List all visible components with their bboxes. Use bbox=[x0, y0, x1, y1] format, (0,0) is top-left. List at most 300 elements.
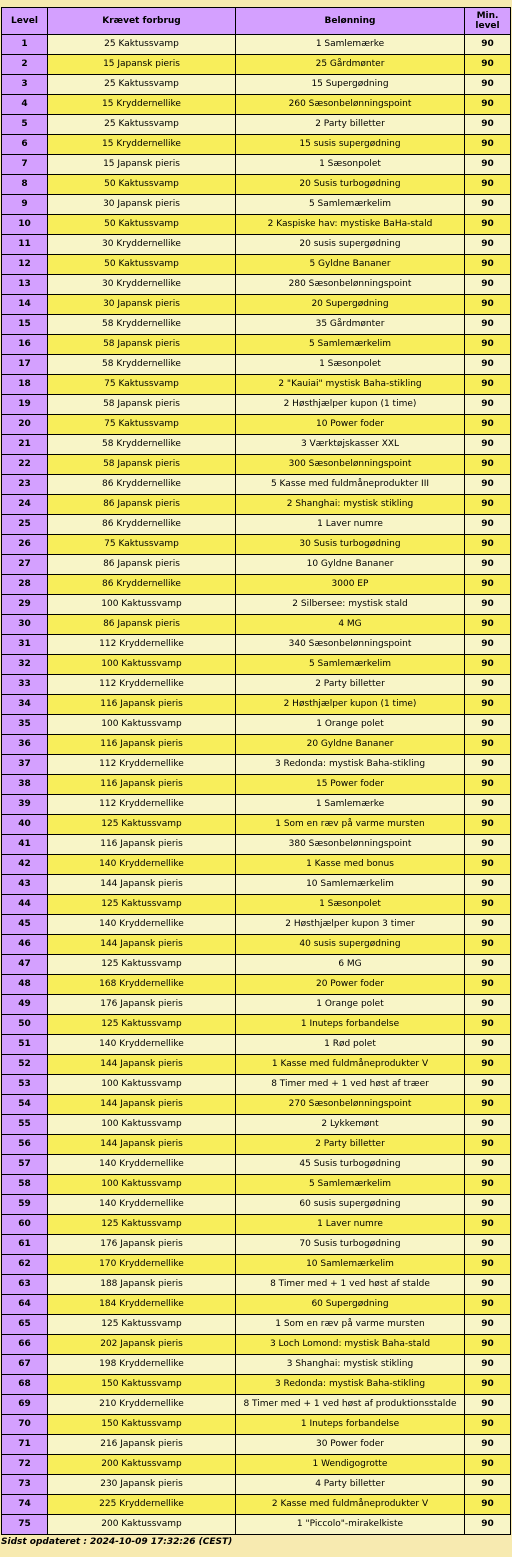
cell-cost: 188 Japansk pieris bbox=[48, 1275, 235, 1294]
cell-level: 19 bbox=[2, 395, 47, 414]
cell-min-level: 90 bbox=[465, 1335, 510, 1354]
cell-cost: 216 Japansk pieris bbox=[48, 1435, 235, 1454]
cell-reward: 20 susis supergødning bbox=[236, 235, 464, 254]
cell-level: 1 bbox=[2, 35, 47, 54]
cell-min-level: 90 bbox=[465, 1475, 510, 1494]
cell-level: 56 bbox=[2, 1135, 47, 1154]
cell-level: 31 bbox=[2, 635, 47, 654]
cell-cost: 184 Kryddernellike bbox=[48, 1295, 235, 1314]
cell-cost: 58 Japansk pieris bbox=[48, 395, 235, 414]
cell-level: 62 bbox=[2, 1255, 47, 1274]
cell-reward: 1 Sæsonpolet bbox=[236, 895, 464, 914]
cell-level: 75 bbox=[2, 1515, 47, 1534]
cell-cost: 100 Kaktussvamp bbox=[48, 655, 235, 674]
cell-level: 61 bbox=[2, 1235, 47, 1254]
cell-level: 58 bbox=[2, 1175, 47, 1194]
table-row bbox=[2, 935, 510, 954]
cell-min-level: 90 bbox=[465, 615, 510, 634]
cell-level: 69 bbox=[2, 1395, 47, 1414]
cell-reward: 1 Laver numre bbox=[236, 515, 464, 534]
cell-reward: 25 Gårdmønter bbox=[236, 55, 464, 74]
cell-min-level: 90 bbox=[465, 1515, 510, 1534]
cell-level: 39 bbox=[2, 795, 47, 814]
table-row bbox=[2, 375, 510, 394]
cell-min-level: 90 bbox=[465, 495, 510, 514]
cell-reward: 10 Gyldne Bananer bbox=[236, 555, 464, 574]
table-row bbox=[2, 855, 510, 874]
table-row bbox=[2, 1375, 510, 1394]
cell-cost: 100 Kaktussvamp bbox=[48, 595, 235, 614]
cell-reward: 1 Som en ræv på varme mursten bbox=[236, 815, 464, 834]
cell-reward: 10 Power foder bbox=[236, 415, 464, 434]
cell-cost: 15 Japansk pieris bbox=[48, 55, 235, 74]
cell-min-level: 90 bbox=[465, 1235, 510, 1254]
table-row bbox=[2, 1415, 510, 1434]
cell-min-level: 90 bbox=[465, 395, 510, 414]
cell-reward: 1 Inuteps forbandelse bbox=[236, 1415, 464, 1434]
cell-cost: 144 Japansk pieris bbox=[48, 1095, 235, 1114]
cell-cost: 86 Japansk pieris bbox=[48, 555, 235, 574]
cell-reward: 340 Sæsonbelønningspoint bbox=[236, 635, 464, 654]
table-row bbox=[2, 1515, 510, 1534]
cell-level: 65 bbox=[2, 1315, 47, 1334]
cell-min-level: 90 bbox=[465, 655, 510, 674]
cell-cost: 225 Kryddernellike bbox=[48, 1495, 235, 1514]
cell-min-level: 90 bbox=[465, 335, 510, 354]
cell-cost: 50 Kaktussvamp bbox=[48, 255, 235, 274]
cell-min-level: 90 bbox=[465, 1035, 510, 1054]
cell-level: 63 bbox=[2, 1275, 47, 1294]
table-row bbox=[2, 535, 510, 554]
cell-level: 49 bbox=[2, 995, 47, 1014]
cell-reward: 270 Sæsonbelønningspoint bbox=[236, 1095, 464, 1114]
cell-reward: 3 Værktøjskasser XXL bbox=[236, 435, 464, 454]
cell-min-level: 90 bbox=[465, 95, 510, 114]
cell-level: 21 bbox=[2, 435, 47, 454]
cell-reward: 1 Samlemærke bbox=[236, 35, 464, 54]
cell-reward: 20 Supergødning bbox=[236, 295, 464, 314]
table-row bbox=[2, 795, 510, 814]
cell-cost: 15 Japansk pieris bbox=[48, 155, 235, 174]
table-row bbox=[2, 215, 510, 234]
header-min-level: Min. level bbox=[465, 8, 510, 34]
cell-cost: 86 Japansk pieris bbox=[48, 495, 235, 514]
cell-cost: 116 Japansk pieris bbox=[48, 695, 235, 714]
cell-cost: 30 Kryddernellike bbox=[48, 275, 235, 294]
cell-level: 52 bbox=[2, 1055, 47, 1074]
cell-reward: 3 Redonda: mystisk Baha-stikling bbox=[236, 1375, 464, 1394]
cell-level: 54 bbox=[2, 1095, 47, 1114]
cell-min-level: 90 bbox=[465, 75, 510, 94]
cell-cost: 140 Kryddernellike bbox=[48, 1155, 235, 1174]
cell-reward: 2 Silbersee: mystisk stald bbox=[236, 595, 464, 614]
cell-min-level: 90 bbox=[465, 275, 510, 294]
cell-min-level: 90 bbox=[465, 835, 510, 854]
cell-min-level: 90 bbox=[465, 55, 510, 74]
table-row bbox=[2, 1195, 510, 1214]
cell-level: 18 bbox=[2, 375, 47, 394]
cell-level: 9 bbox=[2, 195, 47, 214]
cell-level: 42 bbox=[2, 855, 47, 874]
cell-cost: 198 Kryddernellike bbox=[48, 1355, 235, 1374]
table-row bbox=[2, 235, 510, 254]
cell-cost: 58 Kryddernellike bbox=[48, 315, 235, 334]
cell-cost: 125 Kaktussvamp bbox=[48, 1215, 235, 1234]
cell-cost: 140 Kryddernellike bbox=[48, 1195, 235, 1214]
table-row bbox=[2, 635, 510, 654]
cell-cost: 15 Kryddernellike bbox=[48, 135, 235, 154]
cell-cost: 168 Kryddernellike bbox=[48, 975, 235, 994]
cell-reward: 1 Kasse med bonus bbox=[236, 855, 464, 874]
cell-cost: 112 Kryddernellike bbox=[48, 675, 235, 694]
cell-cost: 210 Kryddernellike bbox=[48, 1395, 235, 1414]
table-body bbox=[2, 35, 510, 1534]
table-row bbox=[2, 1455, 510, 1474]
cell-min-level: 90 bbox=[465, 1295, 510, 1314]
table-row bbox=[2, 415, 510, 434]
table-row bbox=[2, 555, 510, 574]
cell-reward: 2 Party billetter bbox=[236, 115, 464, 134]
table-row bbox=[2, 1015, 510, 1034]
cell-level: 27 bbox=[2, 555, 47, 574]
cell-level: 32 bbox=[2, 655, 47, 674]
cell-min-level: 90 bbox=[465, 135, 510, 154]
table-row bbox=[2, 155, 510, 174]
cell-reward: 3 Redonda: mystisk Baha-stikling bbox=[236, 755, 464, 774]
cell-min-level: 90 bbox=[465, 555, 510, 574]
table-row bbox=[2, 1435, 510, 1454]
cell-reward: 30 Power foder bbox=[236, 1435, 464, 1454]
cell-min-level: 90 bbox=[465, 735, 510, 754]
cell-cost: 30 Japansk pieris bbox=[48, 195, 235, 214]
cell-level: 13 bbox=[2, 275, 47, 294]
cell-level: 67 bbox=[2, 1355, 47, 1374]
cell-cost: 100 Kaktussvamp bbox=[48, 715, 235, 734]
cell-reward: 45 Susis turbogødning bbox=[236, 1155, 464, 1174]
cell-level: 48 bbox=[2, 975, 47, 994]
cell-level: 71 bbox=[2, 1435, 47, 1454]
cell-level: 12 bbox=[2, 255, 47, 274]
cell-cost: 75 Kaktussvamp bbox=[48, 375, 235, 394]
cell-cost: 176 Japansk pieris bbox=[48, 1235, 235, 1254]
table-row bbox=[2, 915, 510, 934]
cell-cost: 112 Kryddernellike bbox=[48, 795, 235, 814]
cell-level: 25 bbox=[2, 515, 47, 534]
cell-reward: 3 Shanghai: mystisk stikling bbox=[236, 1355, 464, 1374]
table-row bbox=[2, 455, 510, 474]
cell-reward: 4 MG bbox=[236, 615, 464, 634]
header-cost: Krævet forbrug bbox=[48, 8, 235, 34]
cell-cost: 144 Japansk pieris bbox=[48, 1135, 235, 1154]
cell-cost: 25 Kaktussvamp bbox=[48, 35, 235, 54]
cell-min-level: 90 bbox=[465, 235, 510, 254]
table-row bbox=[2, 1475, 510, 1494]
cell-reward: 60 Supergødning bbox=[236, 1295, 464, 1314]
cell-min-level: 90 bbox=[465, 1175, 510, 1194]
cell-cost: 144 Japansk pieris bbox=[48, 875, 235, 894]
cell-level: 3 bbox=[2, 75, 47, 94]
cell-level: 23 bbox=[2, 475, 47, 494]
cell-reward: 4 Party billetter bbox=[236, 1475, 464, 1494]
cell-reward: 8 Timer med + 1 ved høst af produktionsstalde bbox=[236, 1395, 464, 1414]
cell-reward: 2 Party billetter bbox=[236, 1135, 464, 1154]
cell-reward: 20 Gyldne Bananer bbox=[236, 735, 464, 754]
cell-min-level: 90 bbox=[465, 175, 510, 194]
cell-level: 30 bbox=[2, 615, 47, 634]
cell-cost: 125 Kaktussvamp bbox=[48, 895, 235, 914]
cell-reward: 30 Susis turbogødning bbox=[236, 535, 464, 554]
cell-cost: 86 Kryddernellike bbox=[48, 515, 235, 534]
cell-cost: 116 Japansk pieris bbox=[48, 735, 235, 754]
cell-min-level: 90 bbox=[465, 535, 510, 554]
cell-level: 17 bbox=[2, 355, 47, 374]
cell-reward: 15 Supergødning bbox=[236, 75, 464, 94]
cell-min-level: 90 bbox=[465, 435, 510, 454]
cell-level: 33 bbox=[2, 675, 47, 694]
table-row bbox=[2, 995, 510, 1014]
cell-reward: 280 Sæsonbelønningspoint bbox=[236, 275, 464, 294]
cell-min-level: 90 bbox=[465, 635, 510, 654]
table-row bbox=[2, 1175, 510, 1194]
cell-cost: 144 Japansk pieris bbox=[48, 1055, 235, 1074]
cell-min-level: 90 bbox=[465, 1095, 510, 1114]
cell-reward: 8 Timer med + 1 ved høst af træer bbox=[236, 1075, 464, 1094]
cell-level: 2 bbox=[2, 55, 47, 74]
cell-min-level: 90 bbox=[465, 1015, 510, 1034]
cell-level: 73 bbox=[2, 1475, 47, 1494]
cell-cost: 50 Kaktussvamp bbox=[48, 215, 235, 234]
cell-reward: 2 Shanghai: mystisk stikling bbox=[236, 495, 464, 514]
cell-level: 7 bbox=[2, 155, 47, 174]
cell-reward: 5 Samlemærkelim bbox=[236, 335, 464, 354]
cell-reward: 1 Laver numre bbox=[236, 1215, 464, 1234]
cell-reward: 5 Kasse med fuldmåneprodukter III bbox=[236, 475, 464, 494]
cell-level: 44 bbox=[2, 895, 47, 914]
cell-level: 11 bbox=[2, 235, 47, 254]
cell-min-level: 90 bbox=[465, 595, 510, 614]
cell-cost: 58 Kryddernellike bbox=[48, 355, 235, 374]
cell-min-level: 90 bbox=[465, 295, 510, 314]
table-row bbox=[2, 1275, 510, 1294]
cell-min-level: 90 bbox=[465, 995, 510, 1014]
cell-min-level: 90 bbox=[465, 35, 510, 54]
table-row bbox=[2, 1155, 510, 1174]
header-reward: Belønning bbox=[236, 8, 464, 34]
cell-reward: 2 Høsthjælper kupon (1 time) bbox=[236, 695, 464, 714]
cell-cost: 30 Japansk pieris bbox=[48, 295, 235, 314]
table-row bbox=[2, 1315, 510, 1334]
table-row bbox=[2, 355, 510, 374]
cell-min-level: 90 bbox=[465, 935, 510, 954]
cell-reward: 1 Inuteps forbandelse bbox=[236, 1015, 464, 1034]
cell-cost: 25 Kaktussvamp bbox=[48, 115, 235, 134]
table-row bbox=[2, 955, 510, 974]
cell-min-level: 90 bbox=[465, 1075, 510, 1094]
table-row bbox=[2, 75, 510, 94]
cell-cost: 125 Kaktussvamp bbox=[48, 1315, 235, 1334]
cell-reward: 2 Høsthjælper kupon (1 time) bbox=[236, 395, 464, 414]
cell-cost: 176 Japansk pieris bbox=[48, 995, 235, 1014]
cell-cost: 58 Japansk pieris bbox=[48, 335, 235, 354]
cell-min-level: 90 bbox=[465, 915, 510, 934]
cell-reward: 3 Loch Lomond: mystisk Baha-stald bbox=[236, 1335, 464, 1354]
cell-min-level: 90 bbox=[465, 1355, 510, 1374]
cell-reward: 2 Høsthjælper kupon 3 timer bbox=[236, 915, 464, 934]
cell-min-level: 90 bbox=[465, 975, 510, 994]
cell-level: 36 bbox=[2, 735, 47, 754]
season-rewards-table bbox=[1, 7, 511, 1535]
cell-min-level: 90 bbox=[465, 695, 510, 714]
cell-cost: 125 Kaktussvamp bbox=[48, 955, 235, 974]
table-row bbox=[2, 655, 510, 674]
cell-min-level: 90 bbox=[465, 1435, 510, 1454]
table-row bbox=[2, 435, 510, 454]
cell-reward: 5 Samlemærkelim bbox=[236, 195, 464, 214]
cell-level: 8 bbox=[2, 175, 47, 194]
cell-level: 26 bbox=[2, 535, 47, 554]
cell-cost: 112 Kryddernellike bbox=[48, 755, 235, 774]
table-row bbox=[2, 575, 510, 594]
cell-level: 22 bbox=[2, 455, 47, 474]
cell-reward: 70 Susis turbogødning bbox=[236, 1235, 464, 1254]
cell-reward: 20 Susis turbogødning bbox=[236, 175, 464, 194]
table-row bbox=[2, 675, 510, 694]
cell-min-level: 90 bbox=[465, 755, 510, 774]
table-row bbox=[2, 135, 510, 154]
table-row bbox=[2, 495, 510, 514]
cell-min-level: 90 bbox=[465, 1195, 510, 1214]
cell-reward: 1 Wendigogrotte bbox=[236, 1455, 464, 1474]
table-row bbox=[2, 35, 510, 54]
table-row bbox=[2, 775, 510, 794]
table-row bbox=[2, 715, 510, 734]
table-row bbox=[2, 195, 510, 214]
cell-level: 66 bbox=[2, 1335, 47, 1354]
cell-cost: 100 Kaktussvamp bbox=[48, 1075, 235, 1094]
cell-reward: 1 Rød polet bbox=[236, 1035, 464, 1054]
table-row bbox=[2, 315, 510, 334]
cell-level: 57 bbox=[2, 1155, 47, 1174]
cell-cost: 125 Kaktussvamp bbox=[48, 815, 235, 834]
table-row bbox=[2, 335, 510, 354]
cell-reward: 40 susis supergødning bbox=[236, 935, 464, 954]
cell-cost: 202 Japansk pieris bbox=[48, 1335, 235, 1354]
cell-cost: 100 Kaktussvamp bbox=[48, 1115, 235, 1134]
cell-level: 10 bbox=[2, 215, 47, 234]
cell-cost: 58 Japansk pieris bbox=[48, 455, 235, 474]
cell-reward: 60 susis supergødning bbox=[236, 1195, 464, 1214]
cell-reward: 6 MG bbox=[236, 955, 464, 974]
cell-level: 24 bbox=[2, 495, 47, 514]
table-row bbox=[2, 395, 510, 414]
cell-reward: 1 Sæsonpolet bbox=[236, 155, 464, 174]
cell-reward: 10 Samlemærkelim bbox=[236, 1255, 464, 1274]
cell-level: 37 bbox=[2, 755, 47, 774]
cell-cost: 140 Kryddernellike bbox=[48, 855, 235, 874]
cell-level: 6 bbox=[2, 135, 47, 154]
cell-min-level: 90 bbox=[465, 195, 510, 214]
cell-level: 60 bbox=[2, 1215, 47, 1234]
cell-level: 59 bbox=[2, 1195, 47, 1214]
cell-min-level: 90 bbox=[465, 315, 510, 334]
cell-level: 41 bbox=[2, 835, 47, 854]
cell-min-level: 90 bbox=[465, 1055, 510, 1074]
table-row bbox=[2, 755, 510, 774]
cell-reward: 2 Lykkemønt bbox=[236, 1115, 464, 1134]
cell-min-level: 90 bbox=[465, 515, 510, 534]
table-row bbox=[2, 515, 510, 534]
cell-level: 38 bbox=[2, 775, 47, 794]
cell-reward: 1 Sæsonpolet bbox=[236, 355, 464, 374]
cell-level: 14 bbox=[2, 295, 47, 314]
cell-level: 74 bbox=[2, 1495, 47, 1514]
cell-level: 47 bbox=[2, 955, 47, 974]
cell-min-level: 90 bbox=[465, 795, 510, 814]
table-row bbox=[2, 1095, 510, 1114]
cell-min-level: 90 bbox=[465, 1415, 510, 1434]
cell-reward: 1 Orange polet bbox=[236, 715, 464, 734]
cell-cost: 86 Kryddernellike bbox=[48, 575, 235, 594]
cell-min-level: 90 bbox=[465, 675, 510, 694]
cell-min-level: 90 bbox=[465, 1115, 510, 1134]
cell-min-level: 90 bbox=[465, 415, 510, 434]
cell-min-level: 90 bbox=[465, 375, 510, 394]
cell-level: 5 bbox=[2, 115, 47, 134]
cell-cost: 200 Kaktussvamp bbox=[48, 1455, 235, 1474]
cell-min-level: 90 bbox=[465, 895, 510, 914]
cell-min-level: 90 bbox=[465, 155, 510, 174]
cell-reward: 15 Power foder bbox=[236, 775, 464, 794]
cell-min-level: 90 bbox=[465, 575, 510, 594]
cell-level: 45 bbox=[2, 915, 47, 934]
table-row bbox=[2, 1395, 510, 1414]
cell-min-level: 90 bbox=[465, 775, 510, 794]
header-level: Level bbox=[2, 8, 47, 34]
cell-cost: 15 Kryddernellike bbox=[48, 95, 235, 114]
cell-min-level: 90 bbox=[465, 1135, 510, 1154]
cell-level: 72 bbox=[2, 1455, 47, 1474]
cell-cost: 116 Japansk pieris bbox=[48, 775, 235, 794]
cell-reward: 35 Gårdmønter bbox=[236, 315, 464, 334]
cell-reward: 1 Som en ræv på varme mursten bbox=[236, 1315, 464, 1334]
cell-reward: 20 Power foder bbox=[236, 975, 464, 994]
table-row bbox=[2, 1035, 510, 1054]
cell-cost: 86 Japansk pieris bbox=[48, 615, 235, 634]
cell-reward: 2 "Kauiai" mystisk Baha-stikling bbox=[236, 375, 464, 394]
cell-reward: 8 Timer med + 1 ved høst af stalde bbox=[236, 1275, 464, 1294]
cell-level: 4 bbox=[2, 95, 47, 114]
cell-cost: 140 Kryddernellike bbox=[48, 1035, 235, 1054]
cell-cost: 75 Kaktussvamp bbox=[48, 415, 235, 434]
cell-min-level: 90 bbox=[465, 1255, 510, 1274]
table-row bbox=[2, 895, 510, 914]
table-row bbox=[2, 595, 510, 614]
table-row bbox=[2, 95, 510, 114]
cell-reward: 300 Sæsonbelønningspoint bbox=[236, 455, 464, 474]
table-row bbox=[2, 815, 510, 834]
cell-reward: 2 Kasse med fuldmåneprodukter V bbox=[236, 1495, 464, 1514]
cell-cost: 75 Kaktussvamp bbox=[48, 535, 235, 554]
table-row bbox=[2, 475, 510, 494]
cell-level: 40 bbox=[2, 815, 47, 834]
cell-reward: 2 Kaspiske hav: mystiske BaHa-stald bbox=[236, 215, 464, 234]
table-row bbox=[2, 1055, 510, 1074]
cell-cost: 30 Kryddernellike bbox=[48, 235, 235, 254]
cell-min-level: 90 bbox=[465, 1275, 510, 1294]
cell-level: 46 bbox=[2, 935, 47, 954]
cell-cost: 125 Kaktussvamp bbox=[48, 1015, 235, 1034]
cell-reward: 260 Sæsonbelønningspoint bbox=[236, 95, 464, 114]
